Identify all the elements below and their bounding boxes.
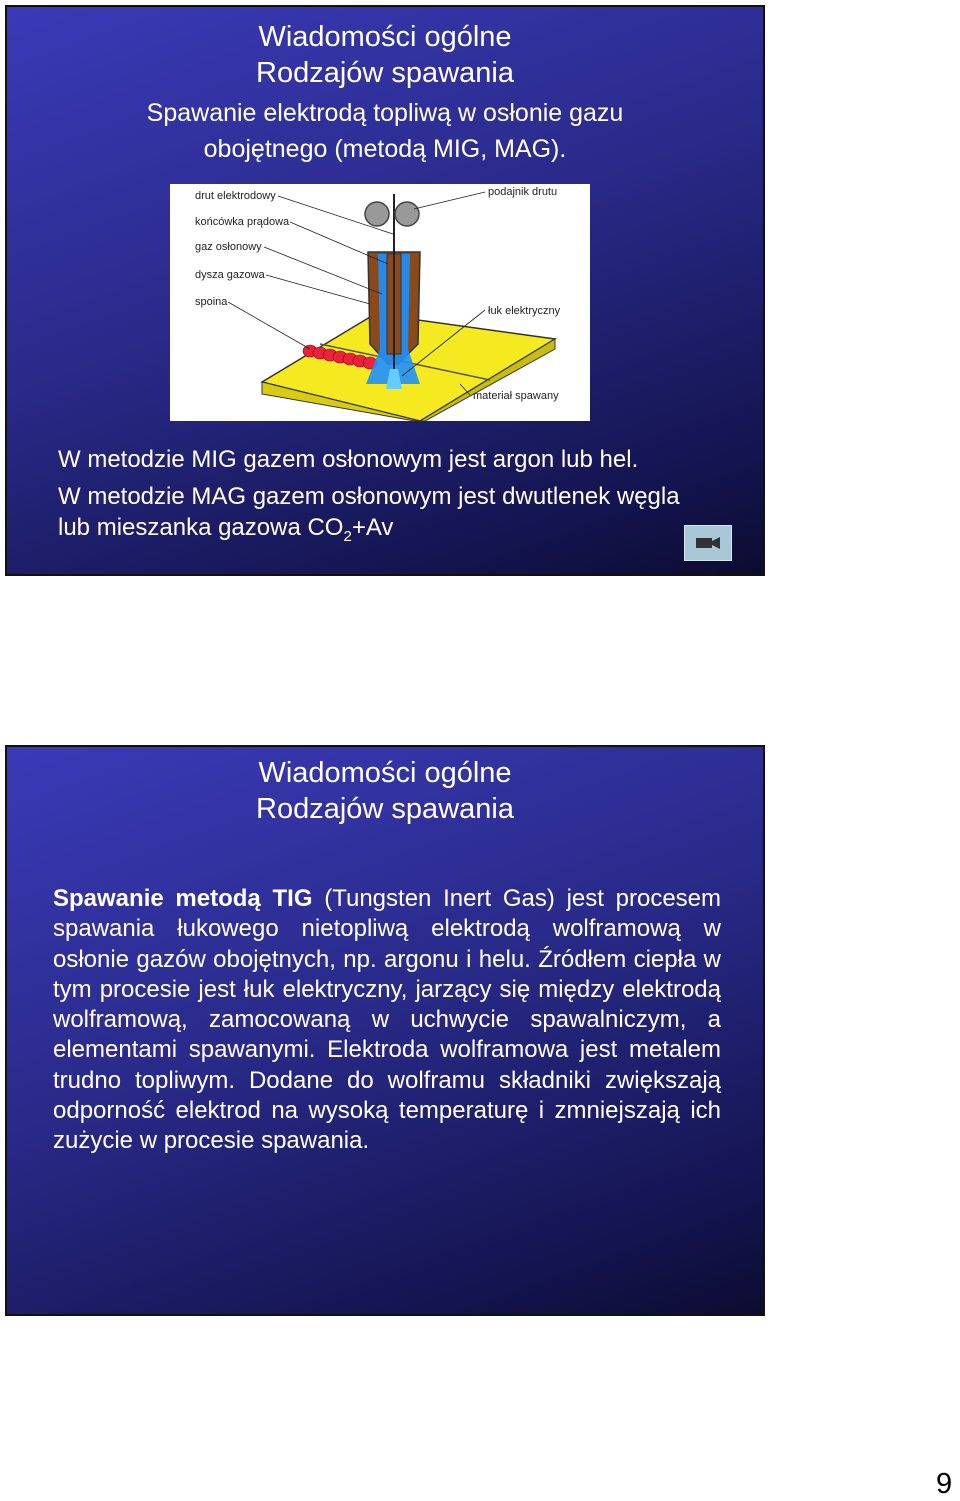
label-material: materiał spawany: [473, 390, 559, 402]
label-gaz: gaz osłonowy: [195, 241, 262, 253]
label-drut: drut elektrodowy: [195, 190, 276, 202]
video-camera-icon: [695, 536, 721, 550]
tig-body-text: (Tungsten Inert Gas) jest procesem spawania łukowego nietopliwą elektrodą wolframową w osłonie gazów obojętnych, np. argonu i helu. Źródłem ciepła w tym procesie jest łuk elektryczny, jarzący się między elektrodą wolframową, zamocowaną w uchwycie spawalniczym, a elementami spawanymi. Elektroda wolframowa jest metalem trudno topliwym. Dodane do wolframu składniki zwiększają odporność elektrod na wysoką temperaturę i zmniejszają ich zużycie w procesie spawania.: [53, 885, 722, 1155]
subtitle-line-1: Spawanie elektrodą topliwą w osłonie gazu: [146, 99, 624, 127]
label-dysza: dysza gazowa: [195, 269, 265, 281]
feed-roller-right: [395, 202, 419, 226]
page-number: 9: [936, 1468, 953, 1500]
note-mig: W metodzie MIG gazem osłonowym jest argon lub hel.: [58, 446, 639, 473]
title-line-2: Rodzajów spawania: [256, 57, 514, 89]
title-line-1: Wiadomości ogólne: [258, 21, 512, 53]
title-line-1: Wiadomości ogólne: [258, 757, 512, 789]
video-button[interactable]: [684, 525, 732, 561]
note-mag-mix: [58, 512, 393, 553]
tig-bold-lead: Spawanie metodą TIG: [53, 885, 313, 912]
label-koncowka: końcówka prądowa: [195, 216, 290, 228]
label-luk: łuk elektryczny: [488, 305, 561, 317]
slide-mig-mag: [5, 5, 765, 576]
feed-roller-left: [365, 202, 389, 226]
note-mag-mix-post: +Av: [351, 514, 394, 541]
slide-title: [7, 19, 763, 91]
slide-tig: [5, 745, 765, 1316]
note-mag-mix-sub: 2: [343, 527, 352, 545]
subtitle-line-2: obojętnego (metodą MIG, MAG).: [203, 135, 567, 163]
label-spoina: spoina: [195, 296, 228, 308]
note-mag: W metodzie MAG gazem osłonowym jest dwutlenek węgla: [58, 483, 680, 510]
label-podajnik: podajnik drutu: [488, 186, 558, 198]
tig-description: [53, 884, 721, 1157]
slide-subtitle: [7, 95, 763, 167]
slide-title: [7, 755, 763, 827]
mig-welding-diagram: [170, 184, 590, 421]
note-mag-mix-pre: lub mieszanka gazowa CO: [58, 514, 344, 541]
title-line-2: Rodzajów spawania: [256, 793, 514, 825]
